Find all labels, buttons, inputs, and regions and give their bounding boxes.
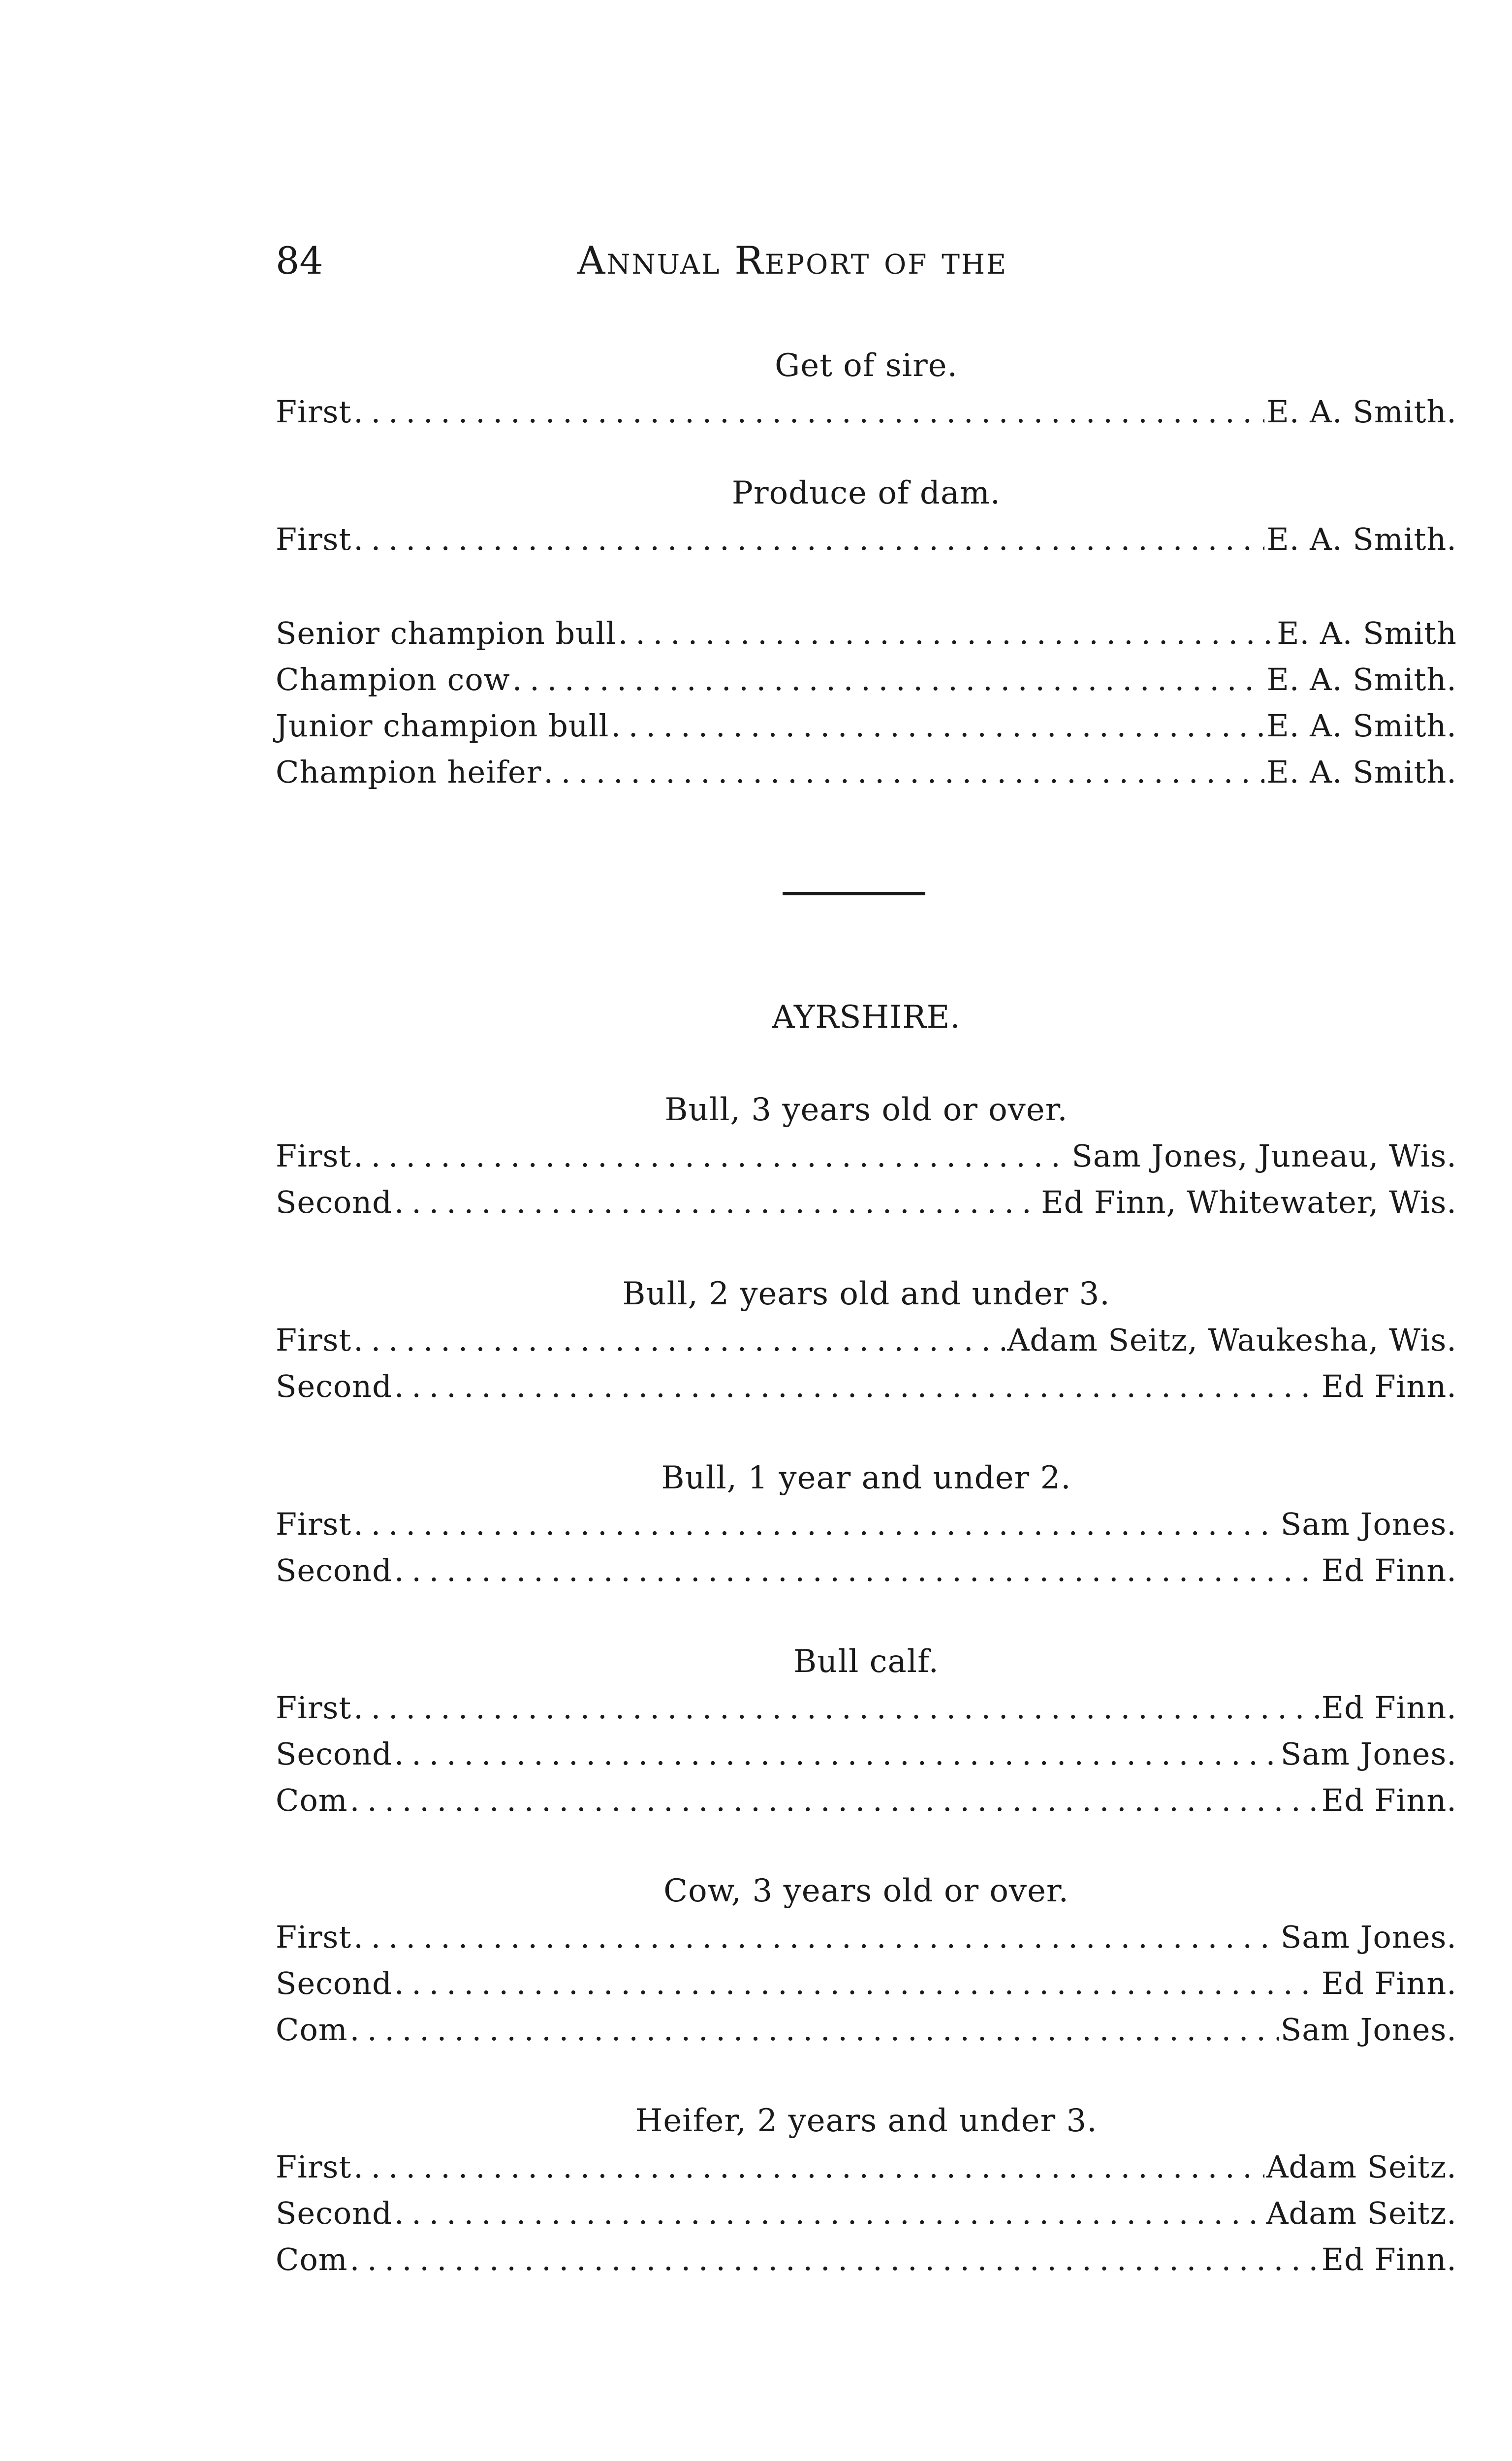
award-place: Second bbox=[276, 1736, 392, 1772]
running-title: Annual Report of the bbox=[577, 239, 1008, 283]
dot-leader bbox=[353, 1501, 1279, 1547]
ayrshire-title-block bbox=[276, 994, 1457, 1041]
award-place: First bbox=[276, 1138, 352, 1174]
award-place: Com bbox=[276, 2241, 348, 2277]
award-entry bbox=[276, 1777, 1457, 1824]
championships-section bbox=[276, 610, 1457, 795]
award-entry bbox=[276, 389, 1457, 435]
section-divider bbox=[783, 892, 925, 895]
award-entry bbox=[276, 703, 1457, 749]
award-winner: Ed Finn, Whitewater, Wis. bbox=[1041, 1184, 1457, 1220]
class-heading: Bull, 3 years old or over. bbox=[664, 1092, 1068, 1128]
award-winner: E. A. Smith. bbox=[1266, 662, 1457, 697]
get-of-sire-section bbox=[276, 343, 1457, 435]
award-winner: Ed Finn. bbox=[1321, 1368, 1457, 1404]
ayrshire-class-2 bbox=[276, 1271, 1457, 1410]
page-header bbox=[276, 226, 1457, 295]
award-winner: E. A. Smith. bbox=[1266, 521, 1457, 557]
award-winner: E. A. Smith. bbox=[1266, 754, 1457, 790]
class-heading: Cow, 3 years old or over. bbox=[663, 1873, 1069, 1909]
class-heading: Bull, 1 year and under 2. bbox=[661, 1460, 1071, 1496]
award-winner: Sam Jones. bbox=[1280, 1736, 1457, 1772]
ayrshire-class-6 bbox=[276, 2098, 1457, 2283]
dot-leader bbox=[353, 1317, 1005, 1363]
award-place: First bbox=[276, 1506, 352, 1542]
award-entry bbox=[276, 1317, 1457, 1363]
ayrshire-class-5 bbox=[276, 1868, 1457, 2053]
award-entry bbox=[276, 1133, 1457, 1179]
ayrshire-class-4 bbox=[276, 1639, 1457, 1824]
award-place: Champion cow bbox=[276, 662, 510, 697]
award-place: Second bbox=[276, 1965, 392, 2001]
award-winner: E. A. Smith. bbox=[1266, 394, 1457, 430]
dot-leader bbox=[394, 2190, 1264, 2237]
dot-leader bbox=[611, 703, 1264, 749]
dot-leader bbox=[394, 1547, 1320, 1594]
award-place: Com bbox=[276, 2012, 348, 2048]
class-heading: Bull, 2 years old and under 3. bbox=[622, 1276, 1110, 1312]
award-entry bbox=[276, 516, 1457, 563]
dot-leader bbox=[353, 1685, 1320, 1731]
produce-of-dam-section bbox=[276, 470, 1457, 563]
class-heading: Heifer, 2 years and under 3. bbox=[635, 2103, 1098, 2139]
award-entry bbox=[276, 610, 1457, 657]
ayrshire-class-3 bbox=[276, 1455, 1457, 1594]
award-place: First bbox=[276, 1919, 352, 1955]
dot-leader bbox=[394, 1731, 1279, 1777]
award-winner: Sam Jones, Juneau, Wis. bbox=[1071, 1138, 1457, 1174]
award-place: Second bbox=[276, 1368, 392, 1404]
award-entry bbox=[276, 2144, 1457, 2190]
award-place: Com bbox=[276, 1782, 348, 1818]
dot-leader bbox=[350, 1777, 1320, 1824]
award-entry bbox=[276, 1685, 1457, 1731]
award-place: First bbox=[276, 1322, 352, 1358]
page-number: 84 bbox=[276, 239, 323, 283]
award-entry bbox=[276, 1179, 1457, 1226]
award-place: Senior champion bull bbox=[276, 615, 616, 651]
dot-leader bbox=[350, 2007, 1279, 2053]
award-place: First bbox=[276, 1690, 352, 1726]
class-heading: Bull calf. bbox=[793, 1643, 939, 1680]
award-winner: Ed Finn. bbox=[1321, 1552, 1457, 1588]
award-entry bbox=[276, 1363, 1457, 1410]
award-place: First bbox=[276, 521, 352, 557]
dot-leader bbox=[353, 1133, 1070, 1179]
award-place: Second bbox=[276, 1184, 392, 1220]
award-winner: Ed Finn. bbox=[1321, 1690, 1457, 1726]
class-heading: Produce of dam. bbox=[731, 475, 1001, 511]
dot-leader bbox=[353, 2144, 1264, 2190]
award-place: Junior champion bull bbox=[276, 708, 609, 744]
award-place: First bbox=[276, 394, 352, 430]
award-entry bbox=[276, 1960, 1457, 2007]
award-place: Second bbox=[276, 1552, 392, 1588]
award-entry bbox=[276, 2237, 1457, 2283]
dot-leader bbox=[353, 1914, 1279, 1960]
award-place: Champion heifer bbox=[276, 754, 542, 790]
award-place: First bbox=[276, 2149, 352, 2185]
award-winner: Adam Seitz. bbox=[1266, 2149, 1457, 2185]
award-entry bbox=[276, 2007, 1457, 2053]
award-winner: Sam Jones. bbox=[1280, 2012, 1457, 2048]
dot-leader bbox=[543, 749, 1264, 795]
breed-title: AYRSHIRE. bbox=[772, 999, 961, 1036]
award-winner: Ed Finn. bbox=[1321, 2241, 1457, 2277]
award-entry bbox=[276, 749, 1457, 795]
award-entry bbox=[276, 1501, 1457, 1547]
award-winner: Ed Finn. bbox=[1321, 1965, 1457, 2001]
dot-leader bbox=[353, 389, 1264, 435]
dot-leader bbox=[618, 610, 1275, 657]
dot-leader bbox=[394, 1960, 1320, 2007]
award-winner: E. A. Smith. bbox=[1266, 708, 1457, 744]
award-winner: Sam Jones. bbox=[1280, 1506, 1457, 1542]
award-entry bbox=[276, 1547, 1457, 1594]
award-winner: Adam Seitz, Waukesha, Wis. bbox=[1007, 1322, 1457, 1358]
dot-leader bbox=[353, 516, 1264, 563]
dot-leader bbox=[350, 2237, 1320, 2283]
dot-leader bbox=[512, 657, 1265, 703]
award-entry bbox=[276, 2190, 1457, 2237]
award-place: Second bbox=[276, 2195, 392, 2231]
class-heading: Get of sire. bbox=[775, 347, 958, 384]
award-winner: Ed Finn. bbox=[1321, 1782, 1457, 1818]
award-winner: Adam Seitz. bbox=[1266, 2195, 1457, 2231]
dot-leader bbox=[394, 1179, 1039, 1226]
award-winner: Sam Jones. bbox=[1280, 1919, 1457, 1955]
award-entry bbox=[276, 1914, 1457, 1960]
award-entry bbox=[276, 657, 1457, 703]
award-winner: E. A. Smith bbox=[1277, 615, 1457, 651]
ayrshire-class-1 bbox=[276, 1087, 1457, 1226]
dot-leader bbox=[394, 1363, 1320, 1410]
award-entry bbox=[276, 1731, 1457, 1777]
